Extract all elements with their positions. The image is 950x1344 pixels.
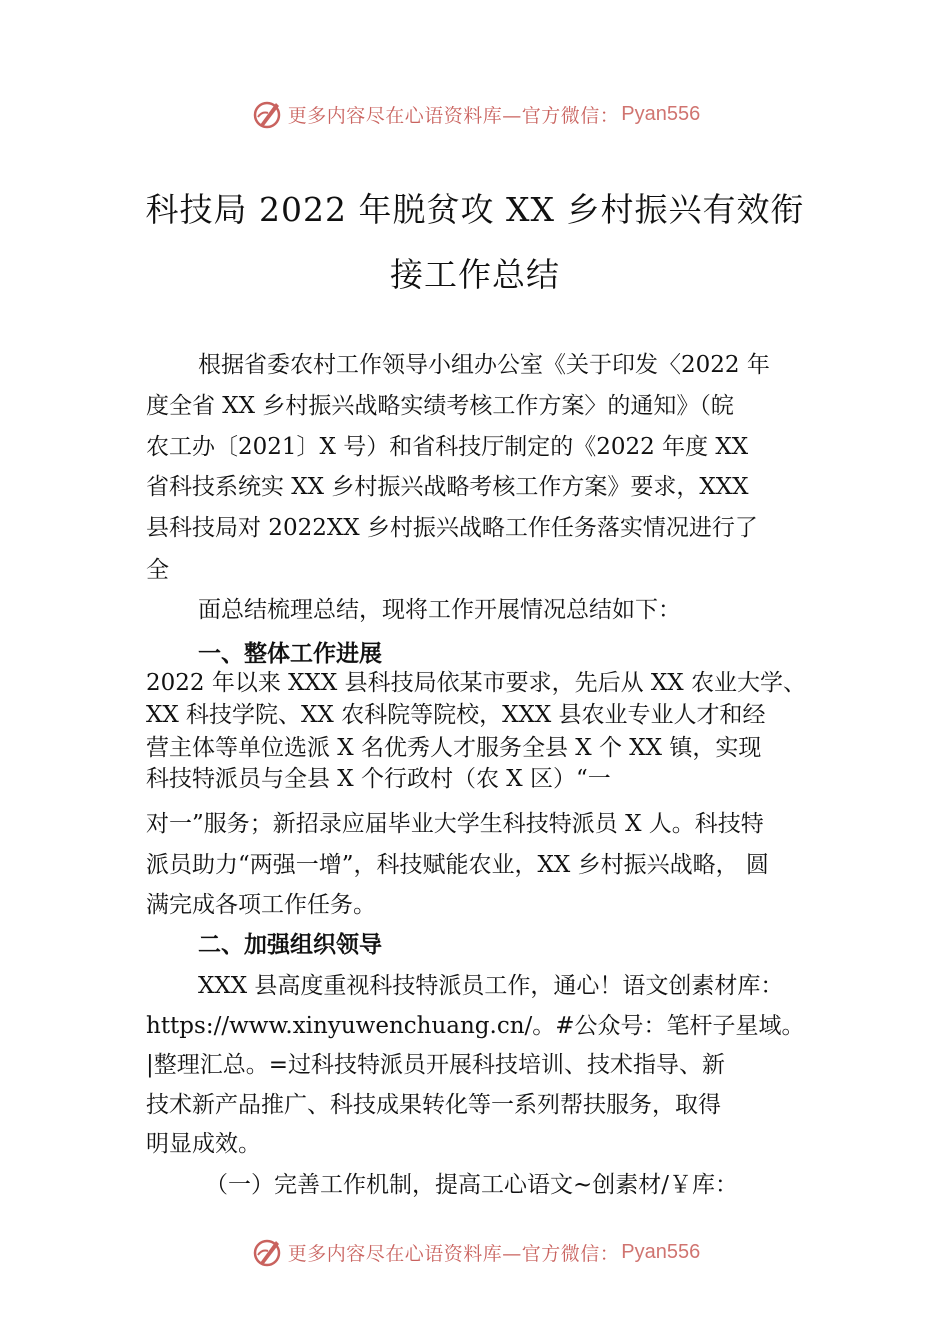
paragraph-line: 技术新产品推广、科技成果转化等一系列帮扶服务，取得: [146, 1092, 721, 1118]
paragraph-line: 派员助力“两强一增”，科技赋能农业，XX 乡村振兴战略， 圆: [146, 852, 769, 878]
watermark-handle: Pyan556: [621, 1240, 701, 1263]
paragraph-line: 根据省委农村工作领导小组办公室《关于印发〈2022 年: [198, 352, 770, 378]
paragraph-line: 省科技系统实 XX 乡村振兴战略考核工作方案》要求，XXX: [146, 474, 749, 500]
document-title-line-2: 接工作总结: [390, 255, 560, 294]
watermark-handle: Pyan556: [621, 102, 701, 125]
section-heading-2: 二、加强组织领导: [198, 932, 382, 958]
paragraph-line: 全: [146, 557, 169, 583]
paragraph-line: 县科技局对 2022XX 乡村振兴战略工作任务落实情况进行了: [146, 515, 758, 541]
paragraph-line: 明显成效。: [146, 1131, 261, 1157]
paragraph-line: https://www.xinyuwenchuang.cn/。#公众号：笔杆子星域。: [146, 1013, 805, 1039]
watermark-footer: [0, 1232, 950, 1272]
paragraph-line: 农工办〔2021〕X 号）和省科技厅制定的《2022 年度 XX: [146, 434, 749, 460]
watermark-text: 更多内容尽在心语资料库—官方微信：: [287, 1242, 620, 1265]
paragraph-line: 科技特派员与全县 X 个行政村（农 X 区）“一: [146, 766, 611, 792]
paragraph-line: 面总结梳理总结，现将工作开展情况总结如下：: [198, 597, 681, 623]
quill-pen-logo-icon: [250, 97, 284, 131]
paragraph-line: XX 科技学院、XX 农科院等院校，XXX 县农业专业人才和经: [146, 702, 766, 728]
paragraph-line: XXX 县高度重视科技特派员工作，通心！语文创素材库：: [198, 973, 784, 999]
watermark-text: 更多内容尽在心语资料库—官方微信：: [287, 104, 620, 127]
subsection-heading: （一）完善工作机制，提高工心语文~创素材/￥库：: [205, 1172, 739, 1198]
section-heading-1: 一、整体工作进展: [198, 641, 382, 667]
paragraph-line: 度全省 XX 乡村振兴战略实绩考核工作方案〉的通知》（皖: [146, 393, 734, 419]
quill-pen-logo-icon: [250, 1235, 284, 1269]
paragraph-line: 2022 年以来 XXX 县科技局依某市要求，先后从 XX 农业大学、: [146, 670, 806, 696]
document-title-line-1: 科技局 2022 年脱贫攻 XX 乡村振兴有效衔: [145, 190, 805, 229]
paragraph-line: 满完成各项工作任务。: [146, 892, 376, 918]
paragraph-line: 对一”服务；新招录应届毕业大学生科技特派员 X 人。科技特: [146, 811, 764, 837]
paragraph-line: |整理汇总。=过科技特派员开展科技培训、技术指导、新: [146, 1052, 726, 1078]
watermark-header: [0, 94, 950, 134]
paragraph-line: 营主体等单位选派 X 名优秀人才服务全县 X 个 XX 镇，实现: [146, 735, 762, 761]
